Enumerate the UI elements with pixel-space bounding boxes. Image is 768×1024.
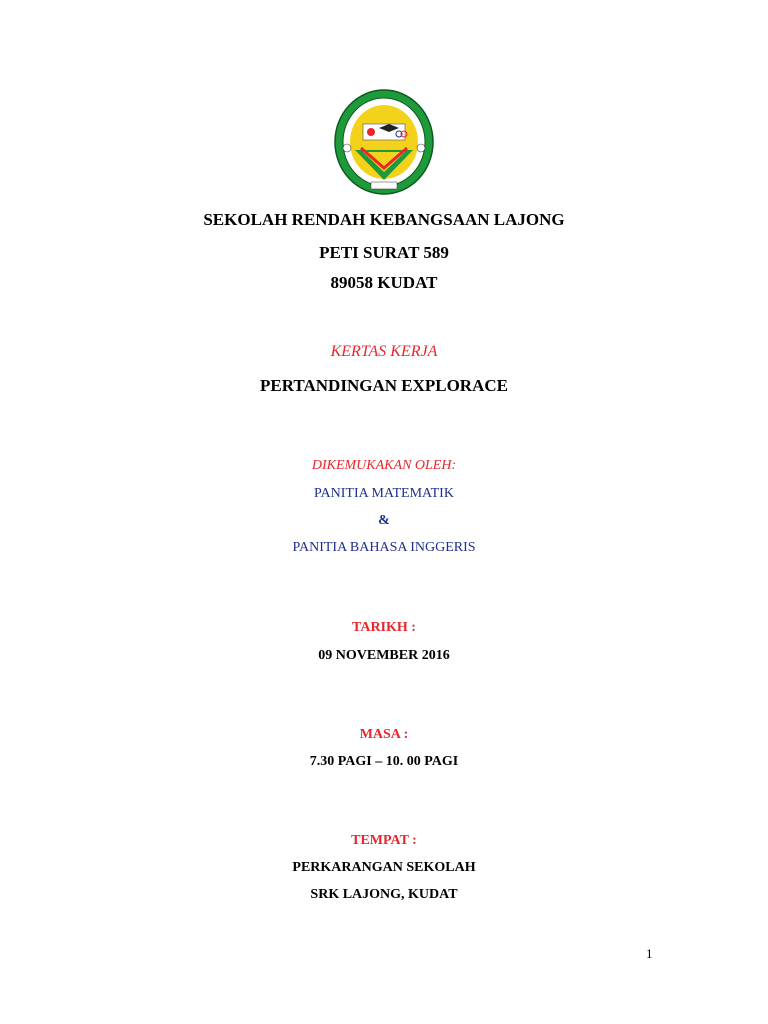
paper-title: PERTANDINGAN EXPLORACE — [260, 376, 508, 395]
date-label: TARIKH : — [352, 620, 416, 635]
committee-2: PANITIA BAHASA INGGERIS — [292, 540, 476, 555]
venue-line-2: SRK LAJONG, KUDAT — [310, 887, 458, 902]
time-label: MASA : — [359, 727, 409, 742]
school-name: SEKOLAH RENDAH KEBANGSAAN LAJONG — [203, 210, 565, 229]
school-crest-logo — [333, 88, 435, 196]
date-value: 09 NOVEMBER 2016 — [318, 648, 450, 663]
committee-1: PANITIA MATEMATIK — [314, 486, 454, 501]
page-number: 1 — [646, 946, 653, 961]
school-address-line-1: PETI SURAT 589 — [319, 243, 449, 262]
submitted-by-label: DIKEMUKAKAN OLEH: — [311, 458, 457, 473]
venue-line-1: PERKARANGAN SEKOLAH — [292, 860, 476, 875]
time-value: 7.30 PAGI – 10. 00 PAGI — [309, 754, 459, 769]
ampersand: & — [378, 513, 390, 528]
school-address-line-2: 89058 KUDAT — [330, 273, 438, 292]
venue-label: TEMPAT : — [351, 833, 417, 848]
paper-label: KERTAS KERJA — [330, 343, 438, 360]
